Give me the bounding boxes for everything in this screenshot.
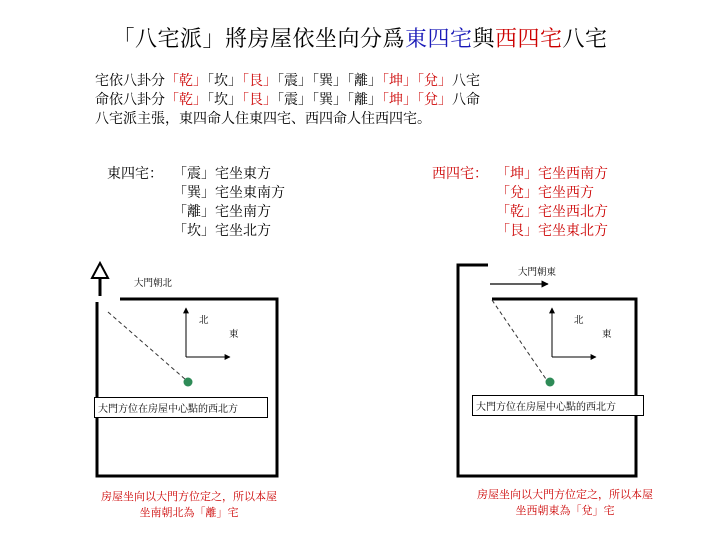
- right-caption-line-1: 房屋坐向以大門方位定之，所以本屋: [477, 488, 653, 501]
- intro-line2-suffix: 八命: [452, 92, 480, 108]
- trigram-xun: 「巽」: [312, 73, 347, 89]
- right-door-label: 大門朝東: [518, 267, 557, 278]
- left-east-label: 東: [229, 329, 239, 340]
- west-list-item: 「乾」宅坐西北方: [496, 204, 608, 220]
- west-list-item: 「坤」宅坐西南方: [496, 166, 608, 182]
- west-list-label: 西四宅：: [432, 166, 488, 182]
- intro-line1-suffix: 八宅: [452, 73, 480, 89]
- trigram-kan: 「坎」: [207, 92, 242, 108]
- right-center-dot: [546, 378, 555, 387]
- title-east: 東四宅: [404, 27, 473, 52]
- trigram-zhen: 「震」: [277, 92, 312, 108]
- west-list-item: 「艮」宅坐東北方: [496, 223, 608, 239]
- trigram-zhen: 「震」: [277, 73, 312, 89]
- right-caption-line-2: 坐西朝東為「兌」宅: [515, 504, 615, 517]
- title-mid: 與: [472, 27, 495, 52]
- trigram-li: 「離」: [347, 92, 382, 108]
- trigram-kun: 「坤」: [382, 92, 417, 108]
- east-list-item: 「震」宅坐東方: [173, 166, 271, 182]
- trigram-li: 「離」: [347, 73, 382, 89]
- left-caption-line-1: 房屋坐向以大門方位定之，所以本屋: [101, 490, 277, 503]
- right-house-walls: [458, 265, 636, 476]
- trigram-dui: 「兌」: [417, 73, 452, 89]
- left-box-label: 大門方位在房屋中心點的西北方: [94, 397, 268, 418]
- right-east-label: 東: [602, 329, 612, 340]
- title-end: 八宅: [562, 27, 608, 52]
- left-center-dot: [184, 378, 193, 387]
- title-open: 「八宅派」將房屋依坐向分爲: [112, 27, 405, 52]
- left-house: [92, 263, 277, 476]
- trigram-dui: 「兌」: [417, 92, 452, 108]
- east-list-label: 東四宅：: [107, 166, 163, 182]
- east-list-item: 「離」宅坐南方: [173, 204, 271, 220]
- intro-line-3: 八宅派主張，東四命人住東四宅、西四命人住西四宅。: [95, 111, 431, 127]
- trigram-qian: 「乾」: [165, 73, 207, 89]
- trigram-gen: 「艮」: [242, 92, 277, 108]
- left-caption-line-2: 坐南朝北為「離」宅: [139, 506, 239, 519]
- left-door-label: 大門朝北: [134, 278, 173, 289]
- left-house-walls: [97, 299, 277, 476]
- intro-line2-prefix: 命依八卦分: [95, 92, 165, 108]
- trigram-qian: 「乾」: [165, 92, 207, 108]
- trigram-kan: 「坎」: [207, 73, 242, 89]
- right-house: [458, 265, 636, 476]
- intro-line1-prefix: 宅依八卦分: [95, 73, 165, 89]
- east-list-item: 「坎」宅坐北方: [173, 223, 271, 239]
- west-list-item: 「兌」宅坐西方: [496, 185, 594, 201]
- left-door-arrowhead: [92, 263, 108, 278]
- trigram-xun: 「巽」: [312, 92, 347, 108]
- right-box-label: 大門方位在房屋中心點的西北方: [472, 395, 644, 416]
- left-north-label: 北: [199, 315, 209, 326]
- east-list-item: 「巽」宅坐東南方: [173, 185, 285, 201]
- trigram-gen: 「艮」: [242, 73, 277, 89]
- left-direction-line: [108, 312, 186, 380]
- right-north-label: 北: [574, 315, 584, 326]
- trigram-kun: 「坤」: [382, 73, 417, 89]
- title-west: 西四宅: [495, 27, 563, 52]
- right-direction-line: [492, 300, 548, 382]
